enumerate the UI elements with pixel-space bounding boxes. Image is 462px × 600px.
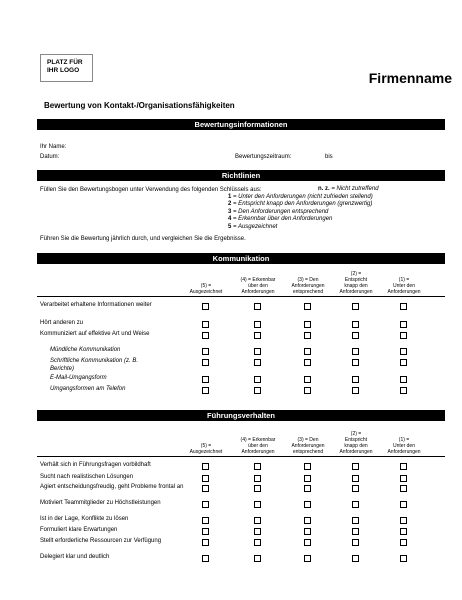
rating-key-code: 3 — [228, 208, 232, 215]
criterion-label: Kommuniziert auf effektive Art und Weise — [40, 331, 150, 337]
rating-column-header-line: (2) = — [350, 271, 362, 277]
criterion-label: Delegiert klar und deutlich — [40, 554, 110, 560]
rating-checkbox[interactable] — [352, 517, 359, 524]
rating-checkbox[interactable] — [352, 359, 359, 366]
rating-column-header-line: (5) = — [200, 283, 212, 289]
company-name: Firmenname — [368, 70, 452, 86]
criterion-label: Mündliche Kommunikation — [50, 347, 121, 353]
rating-checkbox[interactable] — [202, 348, 209, 355]
rating-column-header-line: Anforderungen — [291, 283, 325, 289]
rating-column-header-line: über den — [248, 283, 268, 289]
rating-checkbox[interactable] — [304, 475, 311, 482]
rating-key-code: n. z. — [318, 186, 330, 192]
rating-checkbox[interactable] — [400, 485, 407, 492]
rating-checkbox[interactable] — [202, 539, 209, 546]
rating-key-text: = Ausgezeichnet — [233, 223, 278, 230]
criterion-label: Umgangsformen am Telefon — [50, 386, 126, 392]
rating-checkbox[interactable] — [254, 539, 261, 546]
rating-checkbox[interactable] — [352, 528, 359, 535]
rating-checkbox[interactable] — [202, 376, 209, 383]
rating-checkbox[interactable] — [202, 475, 209, 482]
rating-checkbox[interactable] — [304, 463, 311, 470]
rating-checkbox[interactable] — [400, 539, 407, 546]
rating-column-header-line: entsprechend — [292, 449, 324, 455]
criterion-label: Agiert entscheidungsfreudig, geht Probleme frontal an — [40, 484, 184, 490]
rating-column-header-line: über den — [248, 443, 268, 449]
rating-column-header-line: Anforderungen — [291, 443, 325, 449]
rating-key-code: 1 — [228, 193, 232, 200]
rating-checkbox[interactable] — [400, 555, 407, 562]
rating-checkbox[interactable] — [304, 303, 311, 310]
rating-checkbox[interactable] — [400, 387, 407, 394]
criterion-label: Hört anderen zu — [40, 320, 84, 326]
rating-checkbox[interactable] — [202, 485, 209, 492]
rating-checkbox[interactable] — [202, 321, 209, 328]
date-label: Datum: — [40, 154, 60, 160]
rating-column-header-line: knapp den — [344, 443, 368, 449]
criterion-label: Sucht nach realistischen Lösungen — [40, 474, 134, 480]
rating-checkbox[interactable] — [304, 517, 311, 524]
criterion-label: Schriftliche Kommunikation (z. B. Berichte) — [50, 358, 139, 372]
rating-checkbox[interactable] — [352, 376, 359, 383]
rating-column-header-line: knapp den — [344, 283, 368, 289]
rating-column-header-line: (5) = — [200, 443, 212, 449]
rating-column-header-line: (1) = — [398, 437, 410, 443]
rating-column-header-line: Anforderungen — [339, 449, 373, 455]
divider — [37, 296, 445, 297]
rating-column-header-line: Anforderungen — [241, 449, 275, 455]
section-header-guidelines: Richtlinien — [37, 170, 445, 181]
divider — [37, 456, 445, 457]
rating-column-header-line: (3) = Den — [297, 437, 319, 443]
rating-checkbox[interactable] — [352, 485, 359, 492]
rating-key-code: 5 — [228, 223, 232, 230]
rating-checkbox[interactable] — [254, 485, 261, 492]
rating-checkbox[interactable] — [202, 555, 209, 562]
rating-checkbox[interactable] — [400, 463, 407, 470]
rating-column-header-line: entsprechend — [292, 289, 324, 295]
rating-checkbox[interactable] — [304, 485, 311, 492]
page-title: Bewertung von Kontakt-/Organisationsfähigkeiten — [44, 101, 235, 110]
rating-key-item — [318, 186, 379, 192]
rating-column-header-line: (3) = Den — [297, 277, 319, 283]
rating-checkbox[interactable] — [352, 463, 359, 470]
rating-checkbox[interactable] — [254, 501, 261, 508]
guidelines-intro: Füllen Sie den Bewertungsbogen unter Verwendung des folgenden Schlüssels aus: — [40, 187, 262, 193]
rating-checkbox[interactable] — [202, 387, 209, 394]
rating-checkbox[interactable] — [400, 348, 407, 355]
rating-key-text: = Entspricht knapp den Anforderungen (grenzwertig) — [233, 201, 373, 207]
rating-checkbox[interactable] — [254, 528, 261, 535]
rating-key-text: = Unter den Anforderungen (nicht zufrieden stellend) — [233, 193, 373, 200]
rating-checkbox[interactable] — [202, 303, 209, 310]
rating-checkbox[interactable] — [254, 332, 261, 339]
rating-checkbox[interactable] — [352, 303, 359, 310]
rating-key-item — [228, 194, 373, 200]
rating-checkbox[interactable] — [304, 539, 311, 546]
rating-key-item — [228, 209, 328, 215]
rating-checkbox[interactable] — [352, 387, 359, 394]
logo-line-2: IHR LOGO — [47, 67, 80, 74]
period-label: Bewertungszeitraum: — [235, 154, 292, 160]
rating-key-text: = Den Anforderungen entsprechend — [233, 208, 329, 215]
rating-checkbox[interactable] — [352, 321, 359, 328]
rating-checkbox[interactable] — [400, 501, 407, 508]
rating-column-header-line: (1) = — [398, 277, 410, 283]
rating-column-header-line: Anforderungen — [387, 449, 421, 455]
rating-key-item — [228, 201, 372, 207]
rating-checkbox[interactable] — [254, 359, 261, 366]
rating-checkbox[interactable] — [202, 463, 209, 470]
rating-column-header-line: Anforderungen — [241, 289, 275, 295]
section-header-info: Bewertungsinformationen — [37, 119, 445, 130]
rating-checkbox[interactable] — [254, 555, 261, 562]
section-header-communication: Kommunikation — [37, 253, 445, 264]
rating-checkbox[interactable] — [304, 387, 311, 394]
rating-checkbox[interactable] — [202, 501, 209, 508]
rating-checkbox[interactable] — [254, 475, 261, 482]
period-to-label: bis — [325, 154, 333, 160]
criterion-label: Verhält sich in Führungsfragen vorbildhaft — [40, 462, 151, 468]
rating-checkbox[interactable] — [202, 528, 209, 535]
rating-checkbox[interactable] — [202, 517, 209, 524]
guidelines-footer: Führen Sie die Bewertung jährlich durch, und vergleichen Sie die Ergebnisse. — [40, 236, 246, 242]
rating-checkbox[interactable] — [400, 359, 407, 366]
criterion-label: E-Mail-Umgangsform — [50, 375, 107, 381]
rating-checkbox[interactable] — [352, 332, 359, 339]
rating-column-header-line: Entspricht — [344, 277, 368, 283]
rating-checkbox[interactable] — [400, 528, 407, 535]
rating-column-header-line: Entspricht — [344, 437, 368, 443]
logo-placeholder — [40, 54, 93, 82]
rating-checkbox[interactable] — [304, 555, 311, 562]
rating-checkbox[interactable] — [304, 528, 311, 535]
rating-checkbox[interactable] — [254, 321, 261, 328]
rating-column-header-line: (4) = Erkennbar — [240, 437, 276, 443]
rating-checkbox[interactable] — [352, 501, 359, 508]
rating-checkbox[interactable] — [304, 348, 311, 355]
rating-checkbox[interactable] — [352, 539, 359, 546]
rating-checkbox[interactable] — [304, 376, 311, 383]
rating-column-header-line: Unter den — [393, 283, 415, 289]
criterion-label: Formuliert klare Erwartungen — [40, 527, 118, 533]
rating-column-header-line: Ausgezeichnet — [189, 449, 223, 455]
rating-key-code: 4 — [228, 216, 232, 222]
section-header-leadership: Führungsverhalten — [37, 410, 445, 421]
rating-column-header-line: (4) = Erkennbar — [240, 277, 276, 283]
rating-column-header-line: Unter den — [393, 443, 415, 449]
rating-checkbox[interactable] — [400, 475, 407, 482]
rating-column-header-line: Anforderungen — [387, 289, 421, 295]
criterion-label: Stellt erforderliche Ressourcen zur Verfügung — [40, 538, 162, 544]
rating-key-text: = Erkennbar über den Anforderungen — [233, 216, 333, 222]
rating-checkbox[interactable] — [304, 321, 311, 328]
rating-checkbox[interactable] — [254, 517, 261, 524]
rating-column-header-line: (2) = — [350, 431, 362, 437]
rating-checkbox[interactable] — [254, 348, 261, 355]
rating-key-item — [228, 224, 277, 230]
rating-checkbox[interactable] — [400, 376, 407, 383]
rating-column-header-line: Anforderungen — [339, 289, 373, 295]
logo-line-1: PLATZ FÜR — [47, 59, 83, 66]
criterion-label: Verarbeitet erhaltene Informationen weiter — [40, 302, 152, 308]
rating-column-header-line: Ausgezeichnet — [189, 289, 223, 295]
rating-checkbox[interactable] — [352, 475, 359, 482]
rating-checkbox[interactable] — [400, 517, 407, 524]
rating-column-header — [372, 437, 436, 455]
rating-key-text: = Nicht zutreffend — [331, 186, 379, 192]
name-label: Ihr Name: — [40, 144, 67, 150]
rating-checkbox[interactable] — [304, 359, 311, 366]
rating-checkbox[interactable] — [202, 359, 209, 366]
rating-checkbox[interactable] — [304, 501, 311, 508]
criterion-label: Ist in der Lage, Konflikte zu lösen — [40, 516, 129, 522]
rating-checkbox[interactable] — [400, 303, 407, 310]
rating-checkbox[interactable] — [352, 348, 359, 355]
rating-checkbox[interactable] — [254, 376, 261, 383]
rating-checkbox[interactable] — [304, 332, 311, 339]
rating-key-item — [228, 216, 332, 222]
criterion-label: Motiviert Teammitglieder zu Höchstleistungen — [40, 500, 161, 506]
rating-checkbox[interactable] — [352, 555, 359, 562]
rating-column-header — [372, 277, 436, 295]
rating-key-code: 2 — [228, 201, 232, 207]
rating-checkbox[interactable] — [202, 332, 209, 339]
rating-checkbox[interactable] — [254, 303, 261, 310]
rating-checkbox[interactable] — [254, 387, 261, 394]
rating-checkbox[interactable] — [254, 463, 261, 470]
rating-checkbox[interactable] — [400, 321, 407, 328]
rating-checkbox[interactable] — [400, 332, 407, 339]
